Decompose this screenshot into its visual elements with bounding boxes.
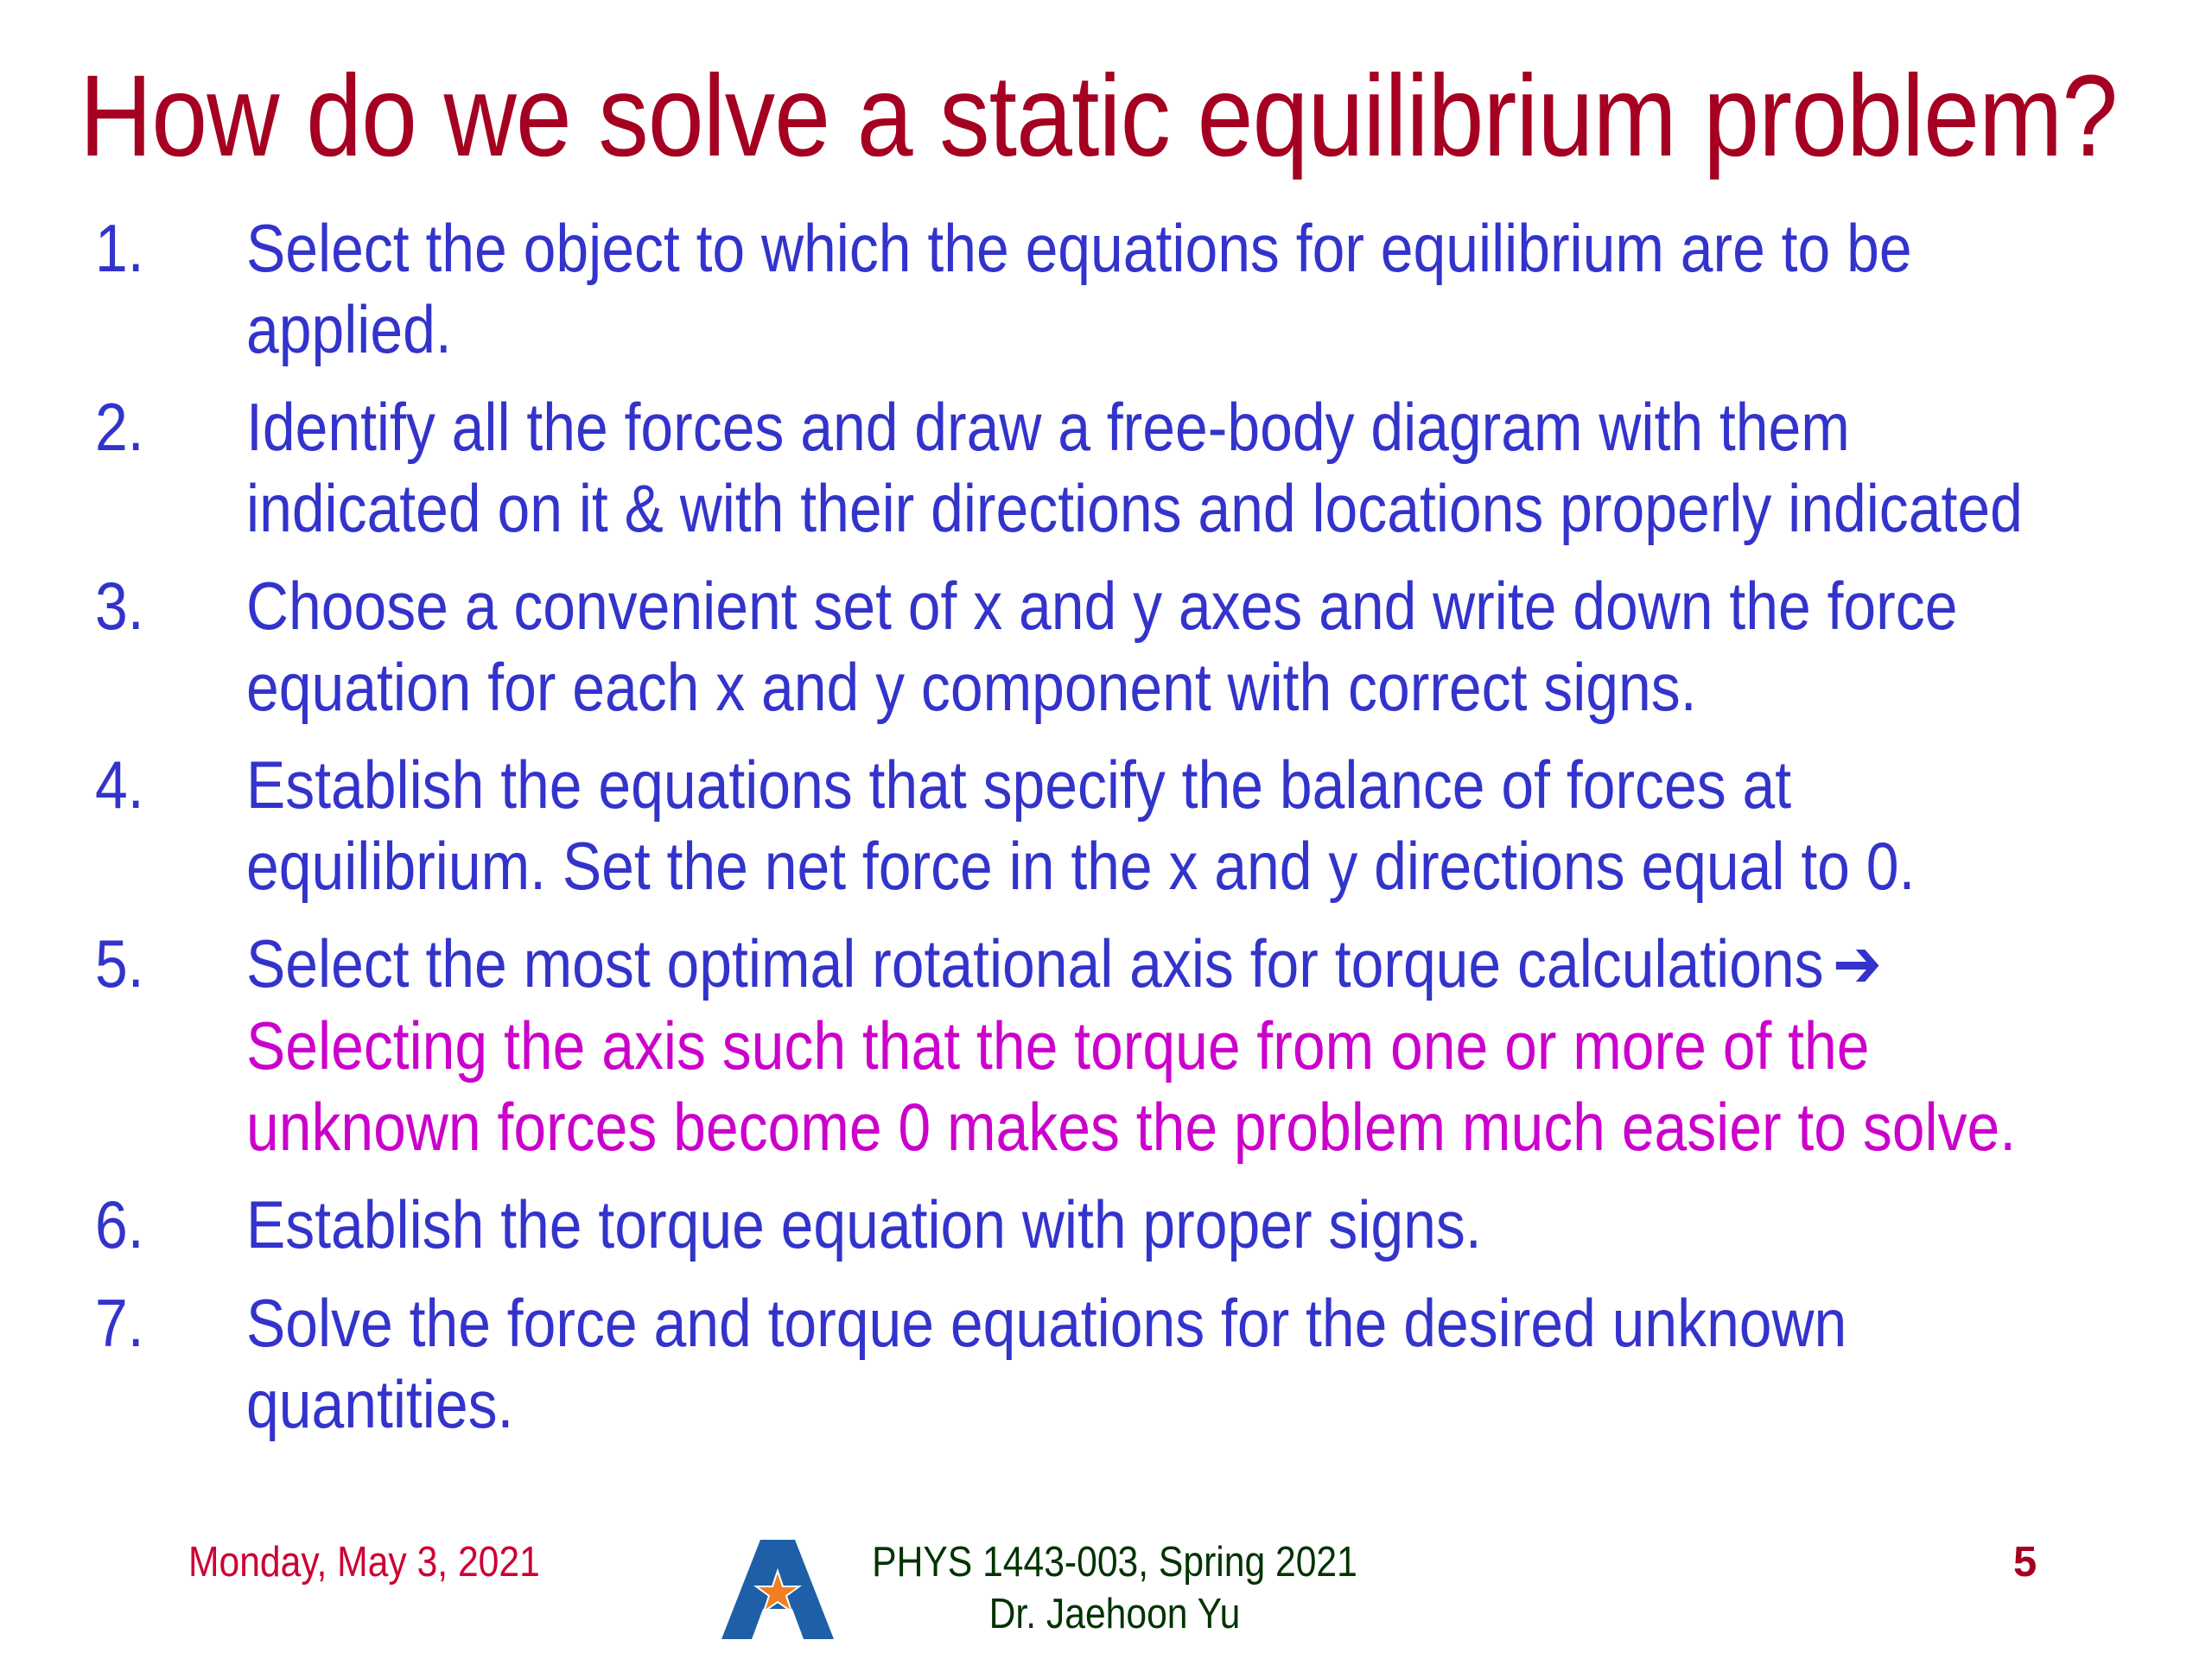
step-text-line: Identify all the forces and draw a free-body diagram with them — [246, 389, 1850, 465]
step-text — [246, 565, 2171, 728]
step-number: 1. — [95, 210, 144, 286]
university-star-logo-icon — [721, 1540, 834, 1639]
step-text — [246, 386, 2171, 549]
right-arrow-icon: ➔ — [1833, 925, 1882, 1003]
step-text-line — [246, 923, 2171, 1005]
step-text-line: Select the object to which the equations for equilibrium are to be — [246, 210, 1912, 286]
step-text-line: Choose a convenient set of x and y axes and write down the force — [246, 568, 1958, 644]
step-text — [246, 744, 2171, 906]
step-text — [246, 923, 2171, 1167]
step-text-line: quantities. — [246, 1366, 514, 1442]
step-text-line: equilibrium. Set the net force in the x and y directions equal to 0. — [246, 828, 1916, 904]
step-number: 6. — [95, 1186, 144, 1262]
step-text-line: Solve the force and torque equations for the desired unknown — [246, 1285, 1847, 1361]
step-number: 5. — [95, 925, 144, 1001]
footer-course-info — [822, 1536, 1408, 1640]
slide-title: How do we solve a static equilibrium problem? — [79, 52, 2118, 181]
step-text-line: Establish the equations that specify the balance of forces at — [246, 747, 1792, 823]
step-text-line: equation for each x and y component with correct signs. — [246, 649, 1697, 725]
step-text-segment: Select the most optimal rotational axis for torque calculations — [246, 925, 1824, 1001]
step-highlight-line: Selecting the axis such that the torque from one or more of the — [246, 1007, 1870, 1084]
footer-course-name: PHYS 1443-003, Spring 2021 — [872, 1539, 1357, 1586]
footer-instructor: Dr. Jaehoon Yu — [988, 1591, 1241, 1637]
footer-date: Monday, May 3, 2021 — [188, 1539, 540, 1586]
step-number: 4. — [95, 747, 144, 823]
step-text-line: applied. — [246, 291, 452, 367]
step-highlight-line: unknown forces become 0 makes the problem much easier to solve. — [246, 1089, 2017, 1165]
step-text — [246, 1282, 2171, 1445]
step-number: 7. — [95, 1285, 144, 1361]
step-text-line: indicated on it & with their directions and locations properly indicated — [246, 470, 2023, 546]
step-number: 2. — [95, 389, 144, 465]
step-text — [246, 1184, 2171, 1265]
step-text-line: Establish the torque equation with proper signs. — [246, 1186, 1482, 1262]
step-text — [246, 207, 2171, 370]
page-number: 5 — [2013, 1539, 2037, 1586]
step-number: 3. — [95, 568, 144, 644]
